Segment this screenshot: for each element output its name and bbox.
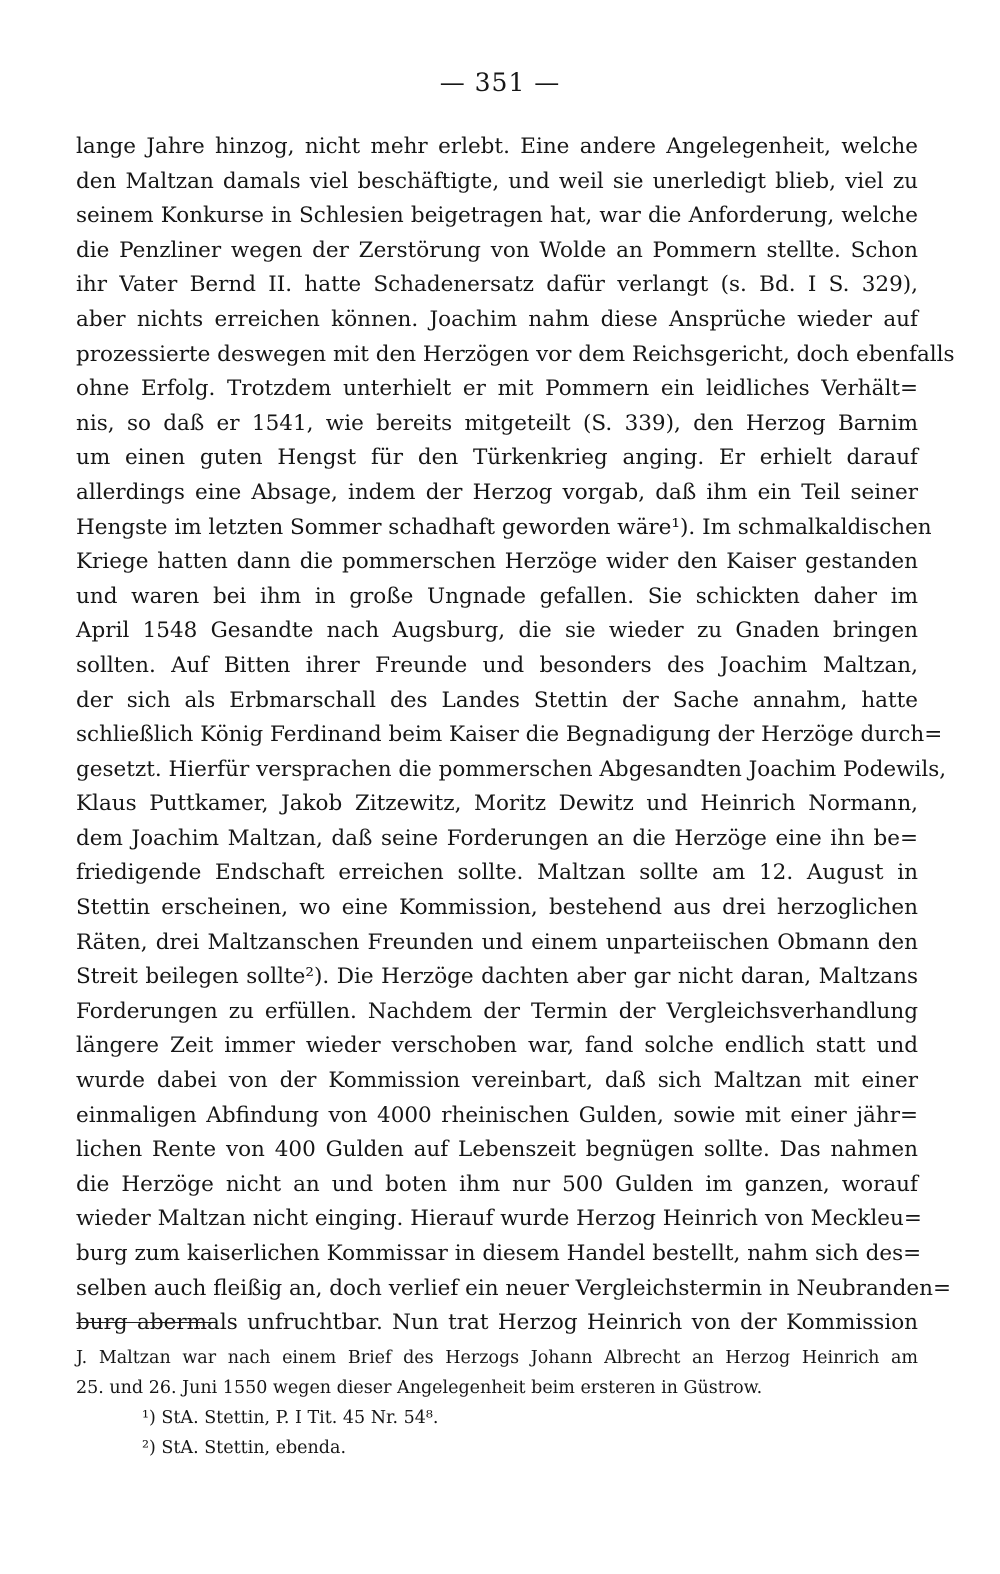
footnote-2: ²) StA. Stettin, ebenda. [142, 1438, 347, 1458]
footnote-1: ¹) StA. Stettin, P. I Tit. 45 Nr. 54⁸. [142, 1408, 439, 1428]
text-line: lichen Rente von 400 Gulden auf Lebenszeit begnügen sollte. Das nahmen [76, 1137, 918, 1163]
text-line: ihr Vater Bernd II. hatte Schadenersatz dafür verlangt (s. Bd. I S. 329), [76, 272, 918, 298]
text-line: und waren bei ihm in große Ungnade gefallen. Sie schickten daher im [76, 583, 918, 609]
body-text [76, 130, 955, 1341]
footnote-separator [76, 1322, 212, 1323]
text-line: aber nichts erreichen können. Joachim nahm diese Ansprüche wieder auf [76, 306, 918, 332]
footnotes [76, 1343, 918, 1463]
text-line: längere Zeit immer wieder verschoben war, fand solche endlich statt und [76, 1033, 918, 1059]
text-line: Räten, drei Maltzanschen Freunden und einem unparteiischen Obmann den [76, 929, 918, 955]
text-line: Kriege hatten dann die pommerschen Herzöge wider den Kaiser gestanden [76, 549, 918, 575]
text-line: sollten. Auf Bitten ihrer Freunde und besonders des Joachim Maltzan, [76, 652, 918, 678]
text-line: Stettin erscheinen, wo eine Kommission, bestehend aus drei herzoglichen [76, 895, 918, 921]
text-line: wieder Maltzan nicht einging. Hierauf wurde Herzog Heinrich von Meckleu= [76, 1206, 922, 1232]
text-line: April 1548 Gesandte nach Augsburg, die sie wieder zu Gnaden bringen [76, 618, 918, 644]
text-line: allerdings eine Absage, indem der Herzog vorgab, daß ihm ein Teil seiner [76, 479, 918, 505]
footnote-intro: 25. und 26. Juni 1550 wegen dieser Angelegenheit beim ersteren in Güstrow. [76, 1378, 763, 1398]
text-line: seinem Konkurse in Schlesien beigetragen hat, war die Anforderung, welche [76, 203, 918, 229]
text-line: Klaus Puttkamer, Jakob Zitzewitz, Moritz Dewitz und Heinrich Normann, [76, 791, 918, 817]
text-line: Hengste im letzten Sommer schadhaft geworden wäre¹). Im schmalkaldischen [76, 514, 932, 540]
text-line: Forderungen zu erfüllen. Nachdem der Termin der Vergleichsverhandlung [76, 998, 918, 1024]
footnote-intro: J. Maltzan war nach einem Brief des Herzogs Johann Albrecht an Herzog Heinrich am [76, 1348, 918, 1368]
text-line: um einen guten Hengst für den Türkenkrieg anging. Er erhielt darauf [76, 445, 918, 471]
text-line: einmaligen Abfindung von 4000 rheinischen Gulden, sowie mit einer jähr= [76, 1102, 918, 1128]
text-line: gesetzt. Hierfür versprachen die pommerschen Abgesandten Joachim Podewils, [76, 756, 947, 782]
text-line: die Penzliner wegen der Zerstörung von Wolde an Pommern stellte. Schon [76, 237, 918, 263]
text-line: selben auch fleißig an, doch verlief ein neuer Vergleichstermin in Neubranden= [76, 1275, 951, 1301]
text-line: nis, so daß er 1541, wie bereits mitgeteilt (S. 339), den Herzog Barnim [76, 410, 918, 436]
text-line: friedigende Endschaft erreichen sollte. Maltzan sollte am 12. August in [76, 860, 918, 886]
page-number: — 351 — [439, 68, 561, 97]
text-line: der sich als Erbmarschall des Landes Stettin der Sache annahm, hatte [76, 687, 918, 713]
text-line: lange Jahre hinzog, nicht mehr erlebt. Eine andere Angelegenheit, welche [76, 134, 918, 159]
text-line: den Maltzan damals viel beschäftigte, und weil sie unerledigt blieb, viel zu [76, 168, 918, 194]
text-line: ohne Erfolg. Trotzdem unterhielt er mit Pommern ein leidliches Verhält= [76, 376, 918, 402]
text-line: schließlich König Ferdinand beim Kaiser die Begnadigung der Herzöge durch= [76, 722, 943, 748]
text-line: die Herzöge nicht an und boten ihm nur 500 Gulden im ganzen, worauf [76, 1171, 918, 1197]
text-line: burg zum kaiserlichen Kommissar in diesem Handel bestellt, nahm sich des= [76, 1241, 922, 1266]
text-line: Streit beilegen sollte²). Die Herzöge dachten aber gar nicht daran, Maltzans [76, 964, 918, 990]
text-line: prozessierte deswegen mit den Herzögen vor dem Reichsgericht, doch ebenfalls [76, 341, 955, 367]
text-line: burg abermals unfruchtbar. Nun trat Herzog Heinrich von der Kommission [76, 1310, 918, 1336]
text-line: wurde dabei von der Kommission vereinbart, daß sich Maltzan mit einer [76, 1068, 918, 1094]
text-line: dem Joachim Maltzan, daß seine Forderungen an die Herzöge eine ihn be= [76, 825, 918, 851]
